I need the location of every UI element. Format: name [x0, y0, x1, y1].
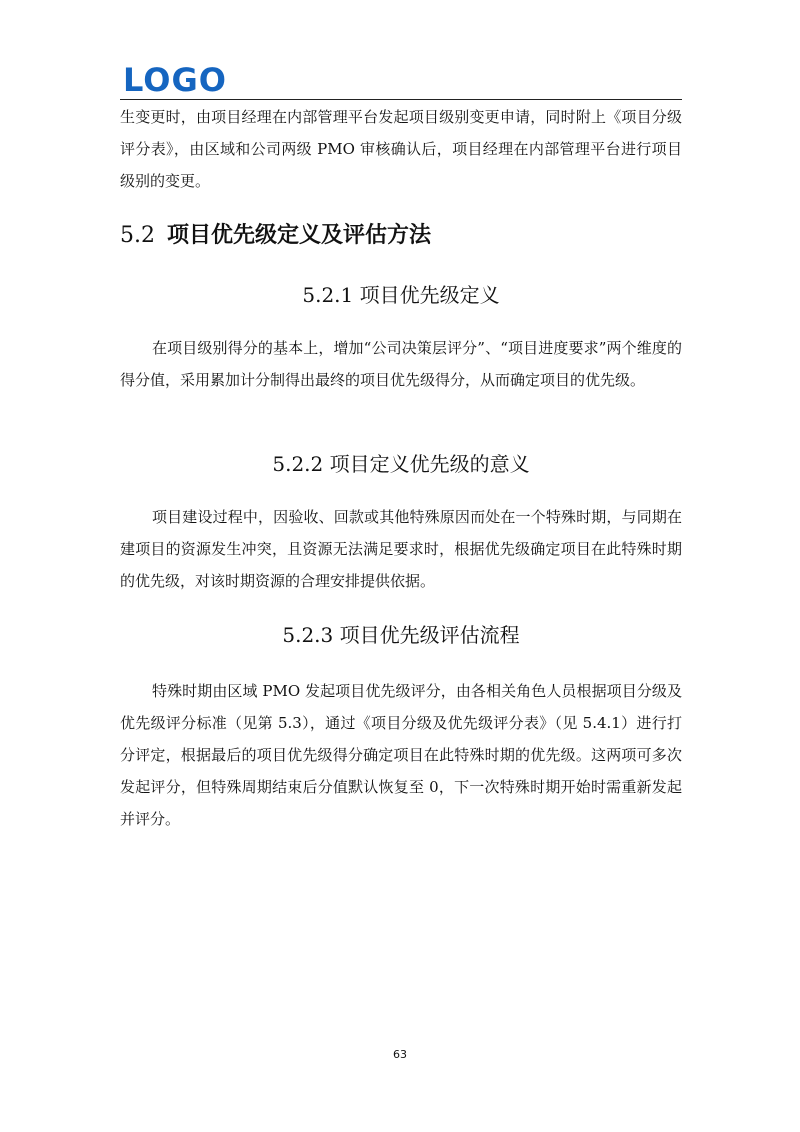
- subsection-body-5-2-1: 在项目级别得分的基本上，增加“公司决策层评分”、“项目进度要求”两个维度的得分值，采用累加计分制得出最终的项目优先级得分，从而确定项目的优先级。: [120, 339, 682, 389]
- section-title: 项目优先级定义及评估方法: [167, 222, 432, 248]
- logo: LOGO: [123, 61, 227, 99]
- header-divider: [120, 99, 682, 100]
- subsection-heading-5-2-1: 5.2.1 项目优先级定义: [302, 283, 500, 307]
- subsection-body-5-2-3: 特殊时期由区域 PMO 发起项目优先级评分，由各相关角色人员根据项目分级及优先级评分标准（见第 5.3），通过《项目分级及优先级评分表》（见 5.4.1）进行打分评定，根据最后的项目优先级得分确定项目在此特殊时期的优先级。这两项可多次发起评分，但特殊周期结束后分值默认恢复至 0，下一次特殊时期开始时需重新发起并评分。: [120, 682, 682, 828]
- subsection-body-5-2-2: 项目建设过程中，因验收、回款或其他特殊原因而处在一个特殊时期，与同期在建项目的资源发生冲突，且资源无法满足要求时，根据优先级确定项目在此特殊时期的优先级，对该时期资源的合理安排提供依据。: [120, 508, 682, 590]
- intro-paragraph: 生变更时，由项目经理在内部管理平台发起项目级别变更申请，同时附上《项目分级评分表》，由区域和公司两级 PMO 审核确认后，项目经理在内部管理平台进行项目级别的变更。: [120, 108, 682, 190]
- subsection-heading-5-2-3: 5.2.3 项目优先级评估流程: [282, 623, 520, 647]
- subsection-heading-5-2-2: 5.2.2 项目定义优先级的意义: [272, 452, 530, 476]
- section-heading: [120, 218, 431, 253]
- section-number: 5.2: [120, 223, 155, 248]
- page-number: 63: [393, 1048, 407, 1061]
